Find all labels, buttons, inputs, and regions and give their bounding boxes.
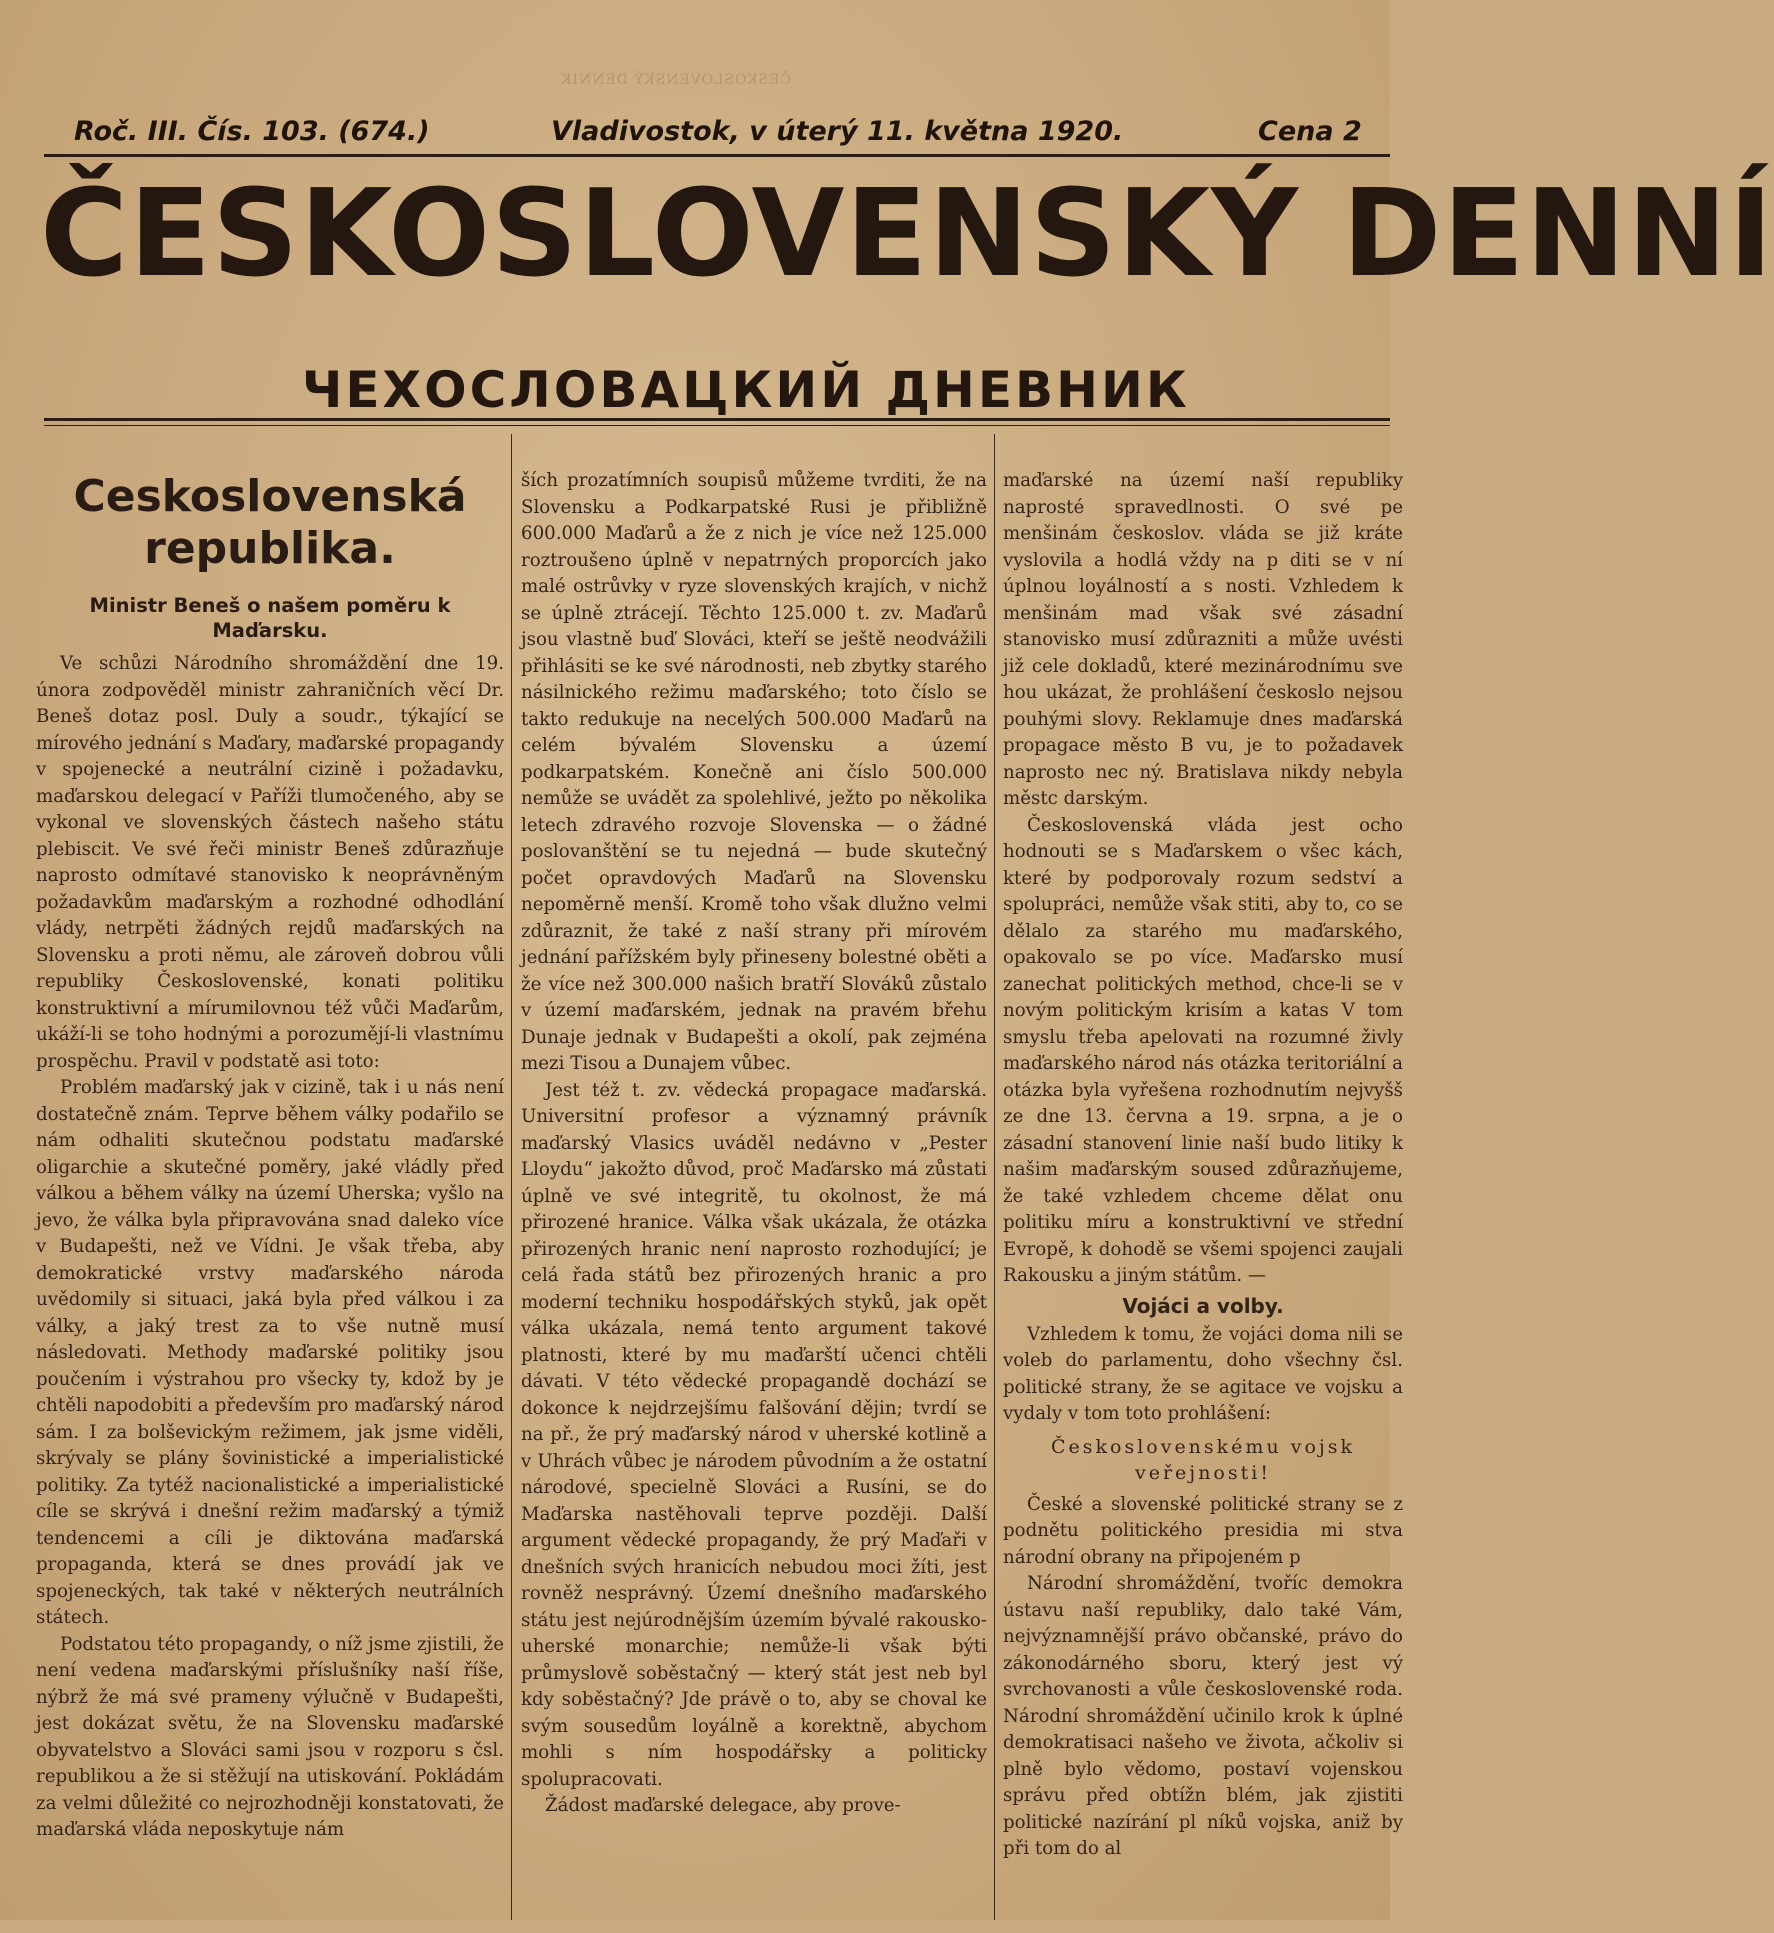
price: Cena 2 xyxy=(1258,116,1362,147)
paragraph: Žádost maďarské delegace, aby prove- xyxy=(545,1795,901,1816)
place-date: Vladivostok, v úterý 11. května 1920. xyxy=(551,116,1124,147)
paragraph: Ve schůzi Národního shromáždění dne 19. února zodpověděl ministr zahraničních věcí Dr. Beneš dotaz posl. Duly a soudr., týkající se mírového jednání s Maďary, maďarské propagandy v spojenecké a neutrální cizině i požadavku, maďarskou delegací v Paříži tlumočeného, aby se vykonal ve slovenských částech našeho státu plebiscit. Ve své řeči ministr Beneš zdůrazňuje naprosto odmítavé stanovisko k neoprávněným požadavkům maďarským a rozhodné odhodlání vlády, netrpěti žádných rejdů maďarských na Slovensku a proti němu, ale zároveň dobrou vůli republiky Československé, konati politiku konstruktivní a mírumilovnou též vůči Maďarům, ukáží-li se toho hodnými a porozumějí-li vlastnímu prospěchu. Pravil v podstatě asi toto: xyxy=(36,653,504,1072)
masthead-title: ČESKOSLOVENSKÝ DENNÍ xyxy=(40,165,1774,304)
issue-number: Roč. III. Čís. 103. (674.) xyxy=(74,116,430,147)
section-title: Vojáci a volby. xyxy=(1122,1293,1284,1318)
header-line xyxy=(0,112,1390,156)
masthead-rule-thin xyxy=(44,425,1390,426)
article-title: Ceskoslovenská republika. xyxy=(73,471,467,574)
column-1 xyxy=(36,455,504,1920)
article-subtitle: Ministr Beneš o našem poměru k Maďarsku. xyxy=(89,594,451,642)
paragraph: Vzhledem k tomu, že vojáci doma nili se voleb do parlamentu, doho všechny čsl. politické strany, že se agitace ve vojsku a vydaly v tom toto prohlášení: xyxy=(1003,1323,1403,1424)
column-divider xyxy=(994,434,995,1920)
paragraph: Jest též t. zv. vědecká propagace maďarská. Universitní profesor a významný právník maďarský Vlasics uváděl nedávno v „Pester Lloydu“ jakožto důvod, proč Maďarsko má zůstati úplně ve své integritě, tu okolnost, že má přirozené hranice. Válka však ukázala, že otázka přirozených hranic není naprosto rozhodující; je celá řada států bez přirozených hranic a pro moderní techniku hospodářských styků, jak opět válka ukázala, nemá tento argument takové platnosti, které by mu maďarští učenci chtěli dávati. V této vědecké propagandě dochází se dokonce k nejdrzejšímu falšování dějin; tvrdí se na př., že prý maďarský národ v uherské kotlině a v Uhrách vůbec je národem původním a že ostatní národové, specielně Slováci a Rusíni, se do Maďarska nastěhovali teprve později. Další argument vědecké propagandy, že prý Maďaři v dnešních svých hranicích nebudou moci žíti, jest rovněž nesprávný. Území dnešního maďarského státu jest nejúrodnějším územím bývalé rakousko-uherské monarchie; nemůže-li však býti průmyslově soběstačný — který stát jest neb byl kdy soběstačný? Jde právě o to, aby se choval ke svým sousedům loyálně a korektně, abychom mohli s ním hospodářsky a politicky spolupracovati. xyxy=(521,1079,987,1790)
paragraph: České a slovenské politické strany se z podnětu politického presidia mi stva národní obrany na připojeném p xyxy=(1003,1493,1403,1568)
paragraph: Československá vláda jest ocho hodnouti se s Maďarskem o všec kách, které by podporovaly rozum sedství a spolupráci, nemůže však stiti, aby to, co se dělalo za starého mu maďarského, opakovalo se po více. Maďarsko musí zanechat politických method, chce-li se v novým politickým krisím a katas V tom smyslu třeba apelovati na rozumné živly maďarského národ nás otázka teritoriální a otázka byla vyřešena rozhodnutím nejvyšš ze dne 13. června a 19. srpna, a je o zásadní stanovení linie naší budo litiky k našim maďarským soused zdůrazňujeme, že také vzhledem chceme dělat onu politiku míru a konstruktivní ve střední Evropě, k dohodě se všemi spojenci zaujali Rakousku a jiným státům. — xyxy=(1003,814,1403,1286)
paragraph: ších prozatímních soupisů můžeme tvrditi, že na Slovensku a Podkarpatské Rusi je přibližně 600.000 Maďarů a že z nich je více než 125.000 roztroušeno úplně v nepatrných proporcích jako malé ostrůvky v ryze slovenských krajích, v nichž se úplně ztrácejí. Těchto 125.000 t. zv. Maďarů jsou vlastně buď Slováci, kteří se ještě neodvážili přihlásiti se ke své národnosti, neb zbytky starého násilnického režimu maďarského; toto číslo se takto redukuje na necelých 500.000 Maďarů na celém bývalém Slovensku a území podkarpatském. Konečně ani číslo 500.000 nemůže se uvádět za spolehlivé, ježto po několika letech zdravého rozvoje Slovenska — o žádné poslovanštění se tu nejedná — bude skutečný počet opravdových Maďarů na Slovensku nepoměrně menší. Kromě toho však dlužno velmi zdůraznit, že také z naší strany při mírovém jednání pařížském byly přineseny bolestné oběti a že více než 300.000 našich bratří Slováků zůstalo v území maďarském, jednak na pravém břehu Dunaje jednak v Budapešti a okolí, pak zejména mezi Tisou a Dunajem vůbec. xyxy=(521,470,987,1074)
paragraph: maďarské na území naší republiky naprosté spravedlnosti. O své pe menšinám českoslov. vláda se již kráte vyslovila a hodlá vždy na p diti se v ní úplnou loyálností a s nosti. Vzhledem k menšinám mad však své zásadní stanovisko musí zdůrazniti a může uvésti již cele dokladů, které mezinárodnímu sve hou ukázat, že prohlášení českoslo nejsou pouhými slovy. Reklamuje dnes maďarská propagace město B vu, je to požadavek naprosto nec ný. Bratislava nikdy nebyla městc darským. xyxy=(1003,470,1403,809)
column-3 xyxy=(1003,468,1403,1933)
paragraph: Národní shromáždění, tvoříc demokra ústavu naší republiky, dalo také Vám, nejvýznamnější právo občanské, právo do zákonodárného sboru, který jest vý svrchovanosti a vůle československé roda. Národní shromáždění učinilo krok k úplné demokratisaci našeho ve života, ačkoliv si plně bylo vědomo, postaví vojenskou správu před obtížn blém, jak zjistiti politické nazírání pl níků vojska, aniž by při tom do al xyxy=(1003,1573,1403,1859)
masthead-rule-thick xyxy=(44,418,1390,421)
paragraph: Podstatou této propagandy, o níž jsme zjistili, že není vedena maďarskými příslušníky naší říše, nýbrž že má své prameny výlučně v Budapešti, jest dokázat světu, že na Slovensku maďarské obyvatelstvo a Slováci sami jsou v rozporu s čsl. republikou a že si stěžují na utiskování. Pokládám za velmi důležité co nejrozhodněji konstatovati, že maďarská vláda neposkytuje nám xyxy=(36,1633,504,1840)
bleed-through-text: ČESKOSLOVENSKÝ DENNÍK xyxy=(560,72,792,88)
masthead-subtitle: ЧЕХОСЛОВАЦКИЙ ДНЕВНИК xyxy=(302,361,1190,419)
paragraph: Problém maďarský jak v cizině, tak i u nás není dostatečně znám. Teprve během války podařilo se nám odhaliti skutečnou podstatu maďarské oligarchie a skutečné poměry, jaké vládly před válkou a během války na území Uherska; vyšlo na jevo, že válka byla připravována snad daleko více v Budapešti, než ve Vídni. Je však třeba, aby demokratické vrstvy maďarského národa uvědomily si situaci, jaká byla před válkou i za války, a jaký trest za to vše nutně musí následovati. Methody maďarské politiky jsou poučením i výstrahou pro všecky ty, kdož by je chtěli napodobiti a především pro maďarský národ sám. I za bolševickým režimem, jak jsme viděli, skrývaly se plány šovinistické a imperialistické politiky. Za tytéž nacionalistické a imperialistické cíle se skrývá i dnešní režim maďarský a týmiž tendencemi a cíli je diktována maďarská propaganda, která se dnes provádí jak ve spojeneckých, tak také v některých neutrálních státech. xyxy=(36,1077,504,1628)
header-rule xyxy=(44,154,1390,157)
column-2 xyxy=(521,468,987,1933)
proclamation-title: Československému vojsk veřejnosti! xyxy=(1050,1435,1356,1484)
column-divider xyxy=(511,434,512,1920)
